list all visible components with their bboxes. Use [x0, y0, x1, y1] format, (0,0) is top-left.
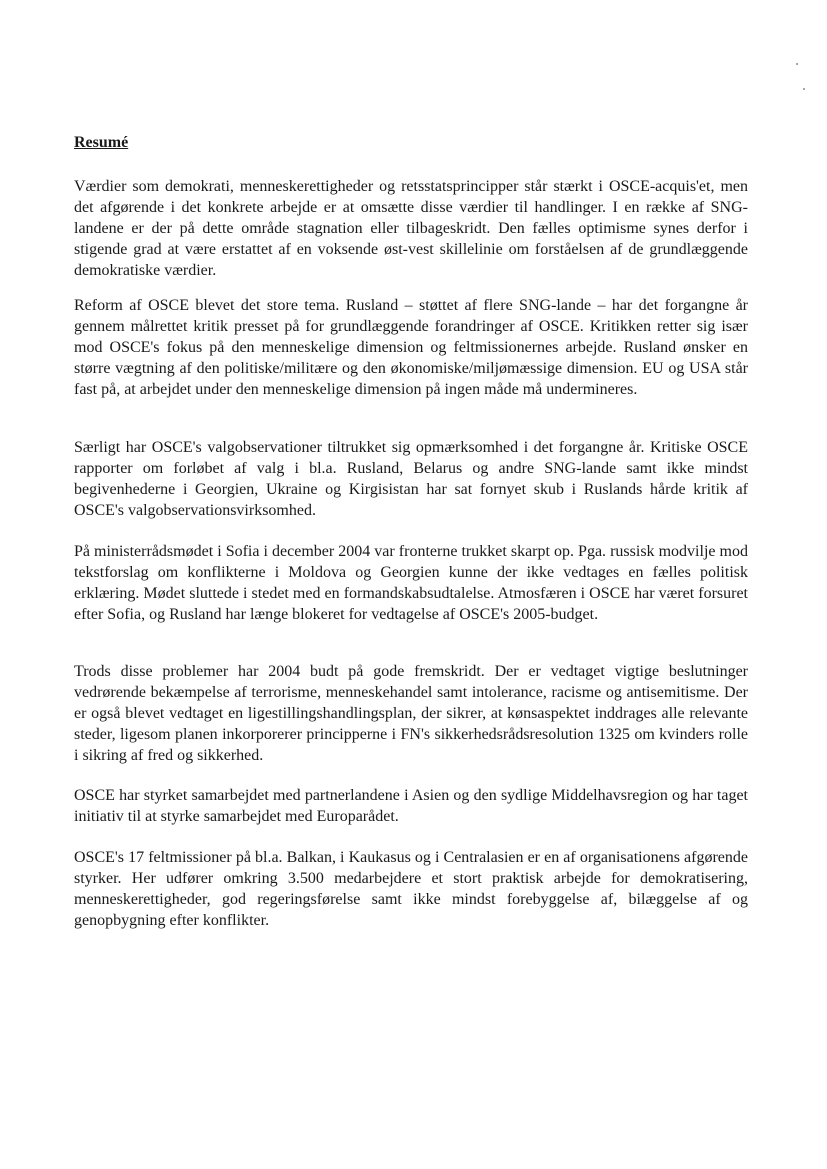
paragraph-reform: Reform af OSCE blevet det store tema. Rusland – støttet af flere SNG-lande – har det forgangne år gennem målrettet kritik presset på for grundlæggende forandringer af OSCE. Kritikken retter sig især mod OSCE's fokus på den menneskelige dimension og feltmissionernes arbejde. Rusland ønsker en større vægtning af den politiske/militære og den økonomiske/miljømæssige dimension. EU og USA står fast på, at arbejdet under den menneskelige dimension på ingen måde må undermineres. — [74, 297, 748, 398]
scan-speck — [803, 88, 805, 90]
summary-heading: Resumé — [74, 134, 129, 151]
scan-speck — [796, 63, 798, 65]
paragraph-progress-2004: Trods disse problemer har 2004 budt på gode fremskridt. Der er vedtaget vigtige beslutninger vedrørende bekæmpelse af terrorisme, menneskehandel samt intolerance, racisme og antisemitisme. Der er også blevet vedtaget en ligestillingshandlingsplan, der sikrer, at kønsaspektet inddrages alle relevante steder, ligesom planen inkorporerer principperne i FN's sikkerhedsrådsresolution 1325 om kvinders rolle i sikring af fred og sikkerhed. — [74, 663, 748, 764]
paragraph-partner-cooperation: OSCE har styrket samarbejdet med partnerlandene i Asien og den sydlige Middelhavsregion og har taget initiativ til at styrke samarbejdet med Europarådet. — [74, 787, 748, 825]
paragraph-election-observation: Særligt har OSCE's valgobservationer tiltrukket sig opmærksomhed i det forgangne år. Kritiske OSCE rapporter om forløbet af valg i bl.a. Rusland, Belarus og andre SNG-lande samt ikke mindst begivenhederne i Georgien, Ukraine og Kirgisistan har sat fornyet skub i Ruslands hårde kritik af OSCE's valgobservationsvirksomhed. — [74, 439, 748, 519]
paragraph-values: Værdier som demokrati, menneskerettigheder og retsstatsprincipper står stærkt i OSCE-acquis'et, men det afgørende i det konkrete arbejde er at omsætte disse værdier til handlinger. I en række af SNG-landene er der på dette område stagnation eller tilbageskridt. Den fælles optimisme synes derfor i stigende grad at være erstattet af en voksende øst-vest skillelinie om forståelsen af de grundlæggende demokratiske værdier. — [74, 178, 748, 279]
paragraph-field-missions: OSCE's 17 feltmissioner på bl.a. Balkan, i Kaukasus og i Centralasien er en af organisationens afgørende styrker. Her udfører omkring 3.500 medarbejdere et stort praktisk arbejde for demokratisering, menneskerettigheder, god regeringsførelse samt ikke mindst forebyggelse af, bilæggelse af og genopbygning efter konflikter. — [74, 849, 748, 929]
paragraph-sofia-ministerial: På ministerrådsmødet i Sofia i december 2004 var fronterne trukket skarpt op. Pga. russisk modvilje mod tekstforslag om konflikterne i Moldova og Georgien kunne der ikke vedtages en fælles politisk erklæring. Mødet sluttede i stedet med en formandskabsudtalelse. Atmosfæren i OSCE har været forsuret efter Sofia, og Rusland har længe blokeret for vedtagelse af OSCE's 2005-budget. — [74, 543, 748, 623]
